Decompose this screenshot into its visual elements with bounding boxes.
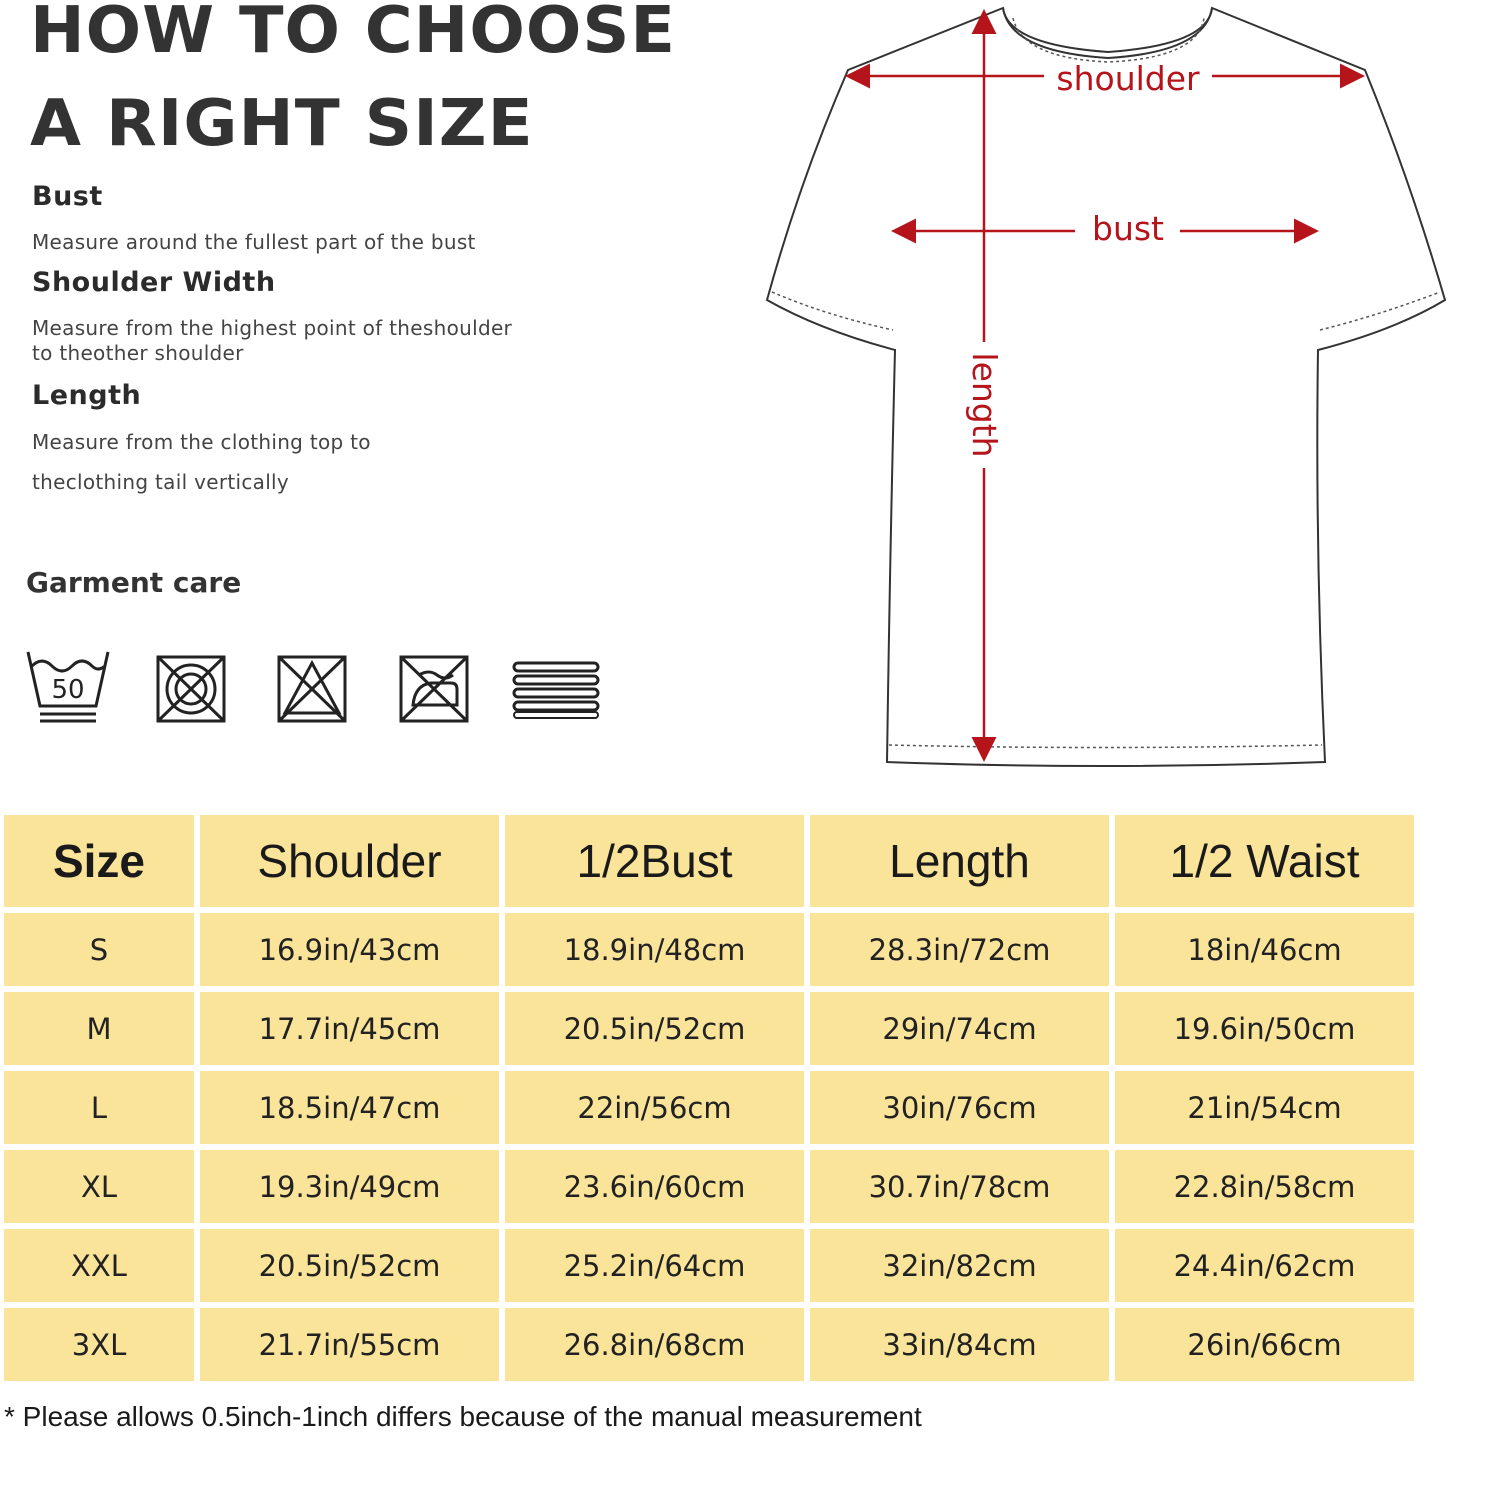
headline-line-1: HOW TO CHOOSE — [30, 0, 677, 68]
length-title: Length — [32, 380, 142, 411]
do-not-dry-clean-icon — [156, 655, 226, 723]
half-waist-cell: 21in/54cm — [1115, 1071, 1414, 1144]
header-half-bust: 1/2Bust — [505, 815, 804, 907]
shoulder-cell: 21.7in/55cm — [200, 1308, 499, 1381]
bust-description: Measure around the fullest part of the bust — [32, 230, 476, 254]
length-cell: 33in/84cm — [810, 1308, 1109, 1381]
half-bust-cell: 22in/56cm — [505, 1071, 804, 1144]
header-half-waist: 1/2 Waist — [1115, 815, 1414, 907]
garment-care-title: Garment care — [26, 566, 242, 599]
size-cell: XL — [4, 1150, 194, 1223]
do-not-iron-icon — [399, 655, 469, 723]
size-chart-table — [0, 809, 1420, 1387]
table-row — [4, 992, 1414, 1065]
shoulder-cell: 18.5in/47cm — [200, 1071, 499, 1144]
half-bust-cell: 18.9in/48cm — [505, 913, 804, 986]
half-waist-cell: 26in/66cm — [1115, 1308, 1414, 1381]
header-size: Size — [4, 815, 194, 907]
half-bust-cell: 25.2in/64cm — [505, 1229, 804, 1302]
tshirt-measurement-diagram — [755, 0, 1455, 790]
headline-line-2: A RIGHT SIZE — [30, 87, 534, 161]
shoulder-cell: 20.5in/52cm — [200, 1229, 499, 1302]
length-description-line-1: Measure from the clothing top to — [32, 430, 371, 454]
shoulder-cell: 19.3in/49cm — [200, 1150, 499, 1223]
wash-temperature-label: 50 — [51, 675, 85, 705]
dry-flat-icon — [512, 660, 602, 722]
table-row — [4, 1229, 1414, 1302]
shoulder-width-title: Shoulder Width — [32, 267, 276, 298]
half-bust-cell: 26.8in/68cm — [505, 1308, 804, 1381]
tshirt-outline — [767, 8, 1445, 766]
size-cell: 3XL — [4, 1308, 194, 1381]
size-cell: XXL — [4, 1229, 194, 1302]
shoulder-label: shoulder — [1056, 59, 1200, 98]
length-cell: 30.7in/78cm — [810, 1150, 1109, 1223]
measurement-footnote: * Please allows 0.5inch-1inch differs because of the manual measurement — [4, 1401, 922, 1432]
size-cell: L — [4, 1071, 194, 1144]
shoulder-width-description-line-1: Measure from the highest point of theshoulder — [32, 316, 513, 340]
table-header-row — [4, 815, 1414, 907]
shoulder-cell: 16.9in/43cm — [200, 913, 499, 986]
half-waist-cell: 24.4in/62cm — [1115, 1229, 1414, 1302]
table-row — [4, 1071, 1414, 1144]
do-not-bleach-icon — [277, 655, 347, 723]
half-bust-cell: 23.6in/60cm — [505, 1150, 804, 1223]
length-cell: 30in/76cm — [810, 1071, 1109, 1144]
header-length: Length — [810, 815, 1109, 907]
header-shoulder: Shoulder — [200, 815, 499, 907]
half-waist-cell: 19.6in/50cm — [1115, 992, 1414, 1065]
shoulder-width-description-line-2: to theother shoulder — [32, 341, 244, 365]
length-cell: 32in/82cm — [810, 1229, 1109, 1302]
wash-50-icon — [26, 648, 110, 728]
half-waist-cell: 22.8in/58cm — [1115, 1150, 1414, 1223]
length-cell: 28.3in/72cm — [810, 913, 1109, 986]
bust-title: Bust — [32, 181, 103, 212]
half-bust-cell: 20.5in/52cm — [505, 992, 804, 1065]
table-row — [4, 1150, 1414, 1223]
size-cell: S — [4, 913, 194, 986]
length-label: length — [965, 352, 1004, 458]
length-cell: 29in/74cm — [810, 992, 1109, 1065]
table-row — [4, 1308, 1414, 1381]
table-row — [4, 913, 1414, 986]
length-description-line-2: theclothing tail vertically — [32, 470, 290, 494]
half-waist-cell: 18in/46cm — [1115, 913, 1414, 986]
size-cell: M — [4, 992, 194, 1065]
bust-label: bust — [1092, 209, 1164, 248]
shoulder-cell: 17.7in/45cm — [200, 992, 499, 1065]
